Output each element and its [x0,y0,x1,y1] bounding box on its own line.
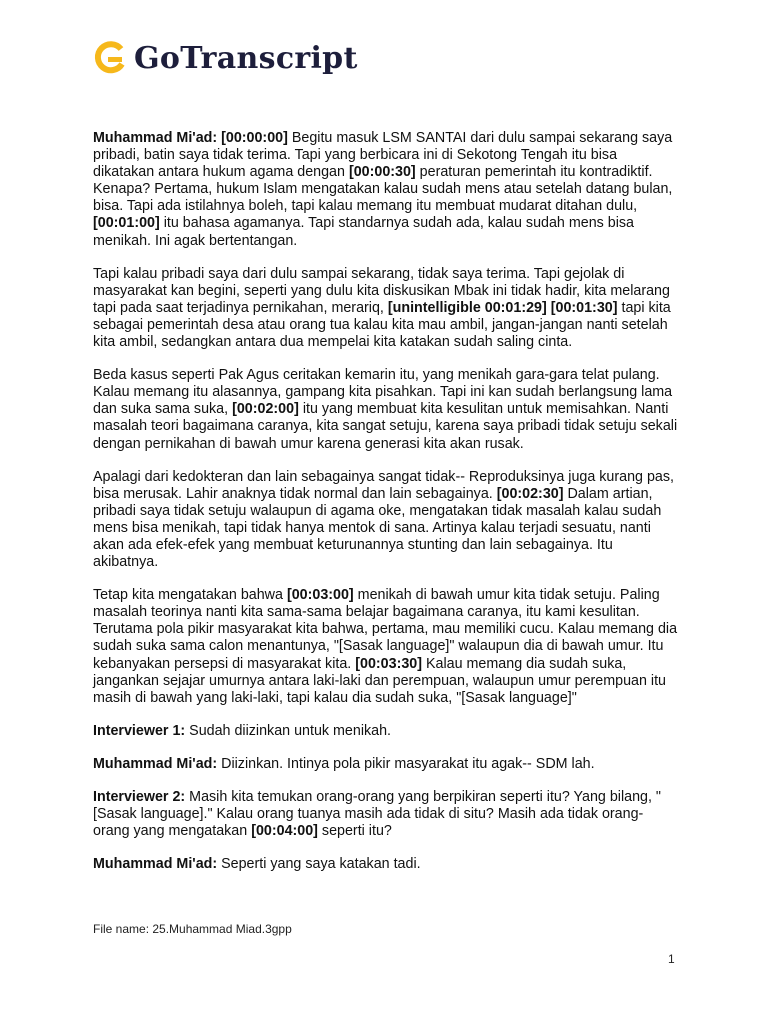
speaker-or-timestamp: [00:01:00] [93,215,160,232]
paragraph-text: peraturan pemerintah itu kontradiktif. Kenapa? Pertama, hukum Islam mengatakan kalau sudah mens atau setelah datang bulan, bisa. Tapi ada istilahnya boleh, tapi kalau memang itu membuat mudarat ditahan dulu, [93,164,673,215]
paragraph-text: Seperti yang saya katakan tadi. [217,856,421,873]
paragraph-text: tapi kita sebagai pemerintah desa atau orang tua kalau kita mau ambil, jangan-jangan nanti setelah kita ambil, sedangkan antara dua mempelai kita katakan sudah saling cinta. [93,299,671,351]
speaker-or-timestamp: Interviewer 2: [93,789,186,805]
speaker-or-timestamp: [00:00:30] [348,164,416,181]
speaker-or-timestamp: [unintelligible 00:01:29] [387,299,547,316]
speaker-or-timestamp: [00:03:30] [355,655,423,672]
paragraph-text: Tapi kalau pribadi saya dari dulu sampai sekarang, tidak saya terima. Tapi gejolak di masyarakat kan begini, seperti yang dulu kita diskusikan Mbak ini tidak hadir, kita melarang tapi pada saat terjadinya pernikahan, merariq, [93,265,670,316]
transcript-paragraph [93,756,679,773]
paragraph-text: Diizinkan. Intinya pola pikir masyarakat itu agak-- SDM lah. [217,755,595,772]
file-name: File name: 25.Muhammad Miad.3gpp [93,922,292,936]
paragraph-text: itu yang membuat kita kesulitan untuk memisahkan. Nanti masalah teori bagaimana caranya, kita sangat setuju, karena saya pribadi tidak setuju sekali dengan pernikahan di bawah umur karena generasi kita akan rusak. [93,401,678,452]
brand-name: GoTranscript [134,41,358,76]
paragraph-text: Begitu masuk LSM SANTAI dari dulu sampai sekarang saya pribadi, batin saya tidak terima. Tapi yang berbicara ini di Sekotong Tengah itu bisa dikatakan antara hukum agama dengan [93,130,673,181]
transcript-paragraph [93,367,679,452]
paragraph-text: Tetap kita mengatakan bahwa [93,587,287,604]
transcript-body [93,130,679,889]
paragraph-text: Sudah diizinkan untuk menikah. [185,722,392,739]
speaker-or-timestamp: [00:03:00] [286,587,354,604]
paragraph-text: itu bahasa agamanya. Tapi standarnya sudah ada, kalau sudah mens bisa menikah. Ini agak bertentangan. [93,215,635,249]
paragraph-text: seperti itu? [317,823,392,840]
speaker-or-timestamp: Muhammad Mi'ad: [93,755,218,772]
transcript-paragraph [93,587,679,707]
transcript-paragraph [93,856,679,873]
speaker-or-timestamp: [00:04:00] [251,823,318,840]
transcript-paragraph [93,130,679,250]
paragraph-text: Masih kita temukan orang-orang yang berpikiran seperti itu? Yang bilang, "[Sasak language]." Kalau orang tuanya masih ada tidak di situ? Masih ada tidak orang-orang yang mengatakan [93,789,662,840]
gotranscript-g-logo-icon [92,40,126,78]
speaker-or-timestamp: Muhammad Mi'ad: [93,856,218,873]
paragraph-text: Kalau memang dia sudah suka, jangankan sejajar umurnya antara laki-laki dan perempuan, walaupun umur perempuan itu masih di bawah yang laki-laki, tapi kalau dia sudah suka, "[Sasak language]" [93,655,667,706]
speaker-or-timestamp: Muhammad Mi'ad: [00:00:00] [93,130,288,146]
speaker-or-timestamp: [00:02:30] [496,485,564,502]
transcript-paragraph [93,469,679,572]
page-number: 1 [668,952,675,966]
transcript-paragraph [93,266,679,351]
speaker-or-timestamp: [00:01:30] [550,299,618,316]
speaker-or-timestamp: [00:02:00] [232,401,299,418]
brand-logo [92,40,358,78]
speaker-or-timestamp: Interviewer 1: [93,722,186,739]
paragraph-text: Apalagi dari kedokteran dan lain sebagainya sangat tidak-- Reproduksinya juga kurang pas, bisa merusak. Lahir anaknya tidak normal dan lain sebagainya. [93,468,674,502]
transcript-paragraph [93,789,679,840]
paragraph-text: Beda kasus seperti Pak Agus ceritakan kemarin itu, yang menikah gara-gara telat pulang. Kalau memang itu alasannya, gampang kita pisahkan. Tapi ini kan sudah berlangsung lama dan suka sama suka, [93,367,673,418]
paragraph-text: Dalam artian, pribadi saya tidak setuju walaupun di agama oke, mengatakan tidak masalah kalau sudah mens bisa menikah, tapi tidak hanya mentok di sana. Artinya kalau terjadi sesuatu, nanti akan ada efek-efek yang membuat keturunannya stunting dan lain sebagainya. Itu akibatnya. [93,485,662,571]
transcript-paragraph [93,723,679,740]
paragraph-text: menikah di bawah umur kita tidak setuju. Paling masalah teorinya nanti kita sama-sama belajar bagaimana caranya, itu kami kesulitan. Terutama pola pikir masyarakat kita bahwa, pertama, mau memiliki cucu. Kalau memang dia sudah suka sama calon menantunya, "[Sasak language]" walaupun dia di bawah umur. Itu kebanyakan persepsi di masyarakat kita. [93,587,678,672]
